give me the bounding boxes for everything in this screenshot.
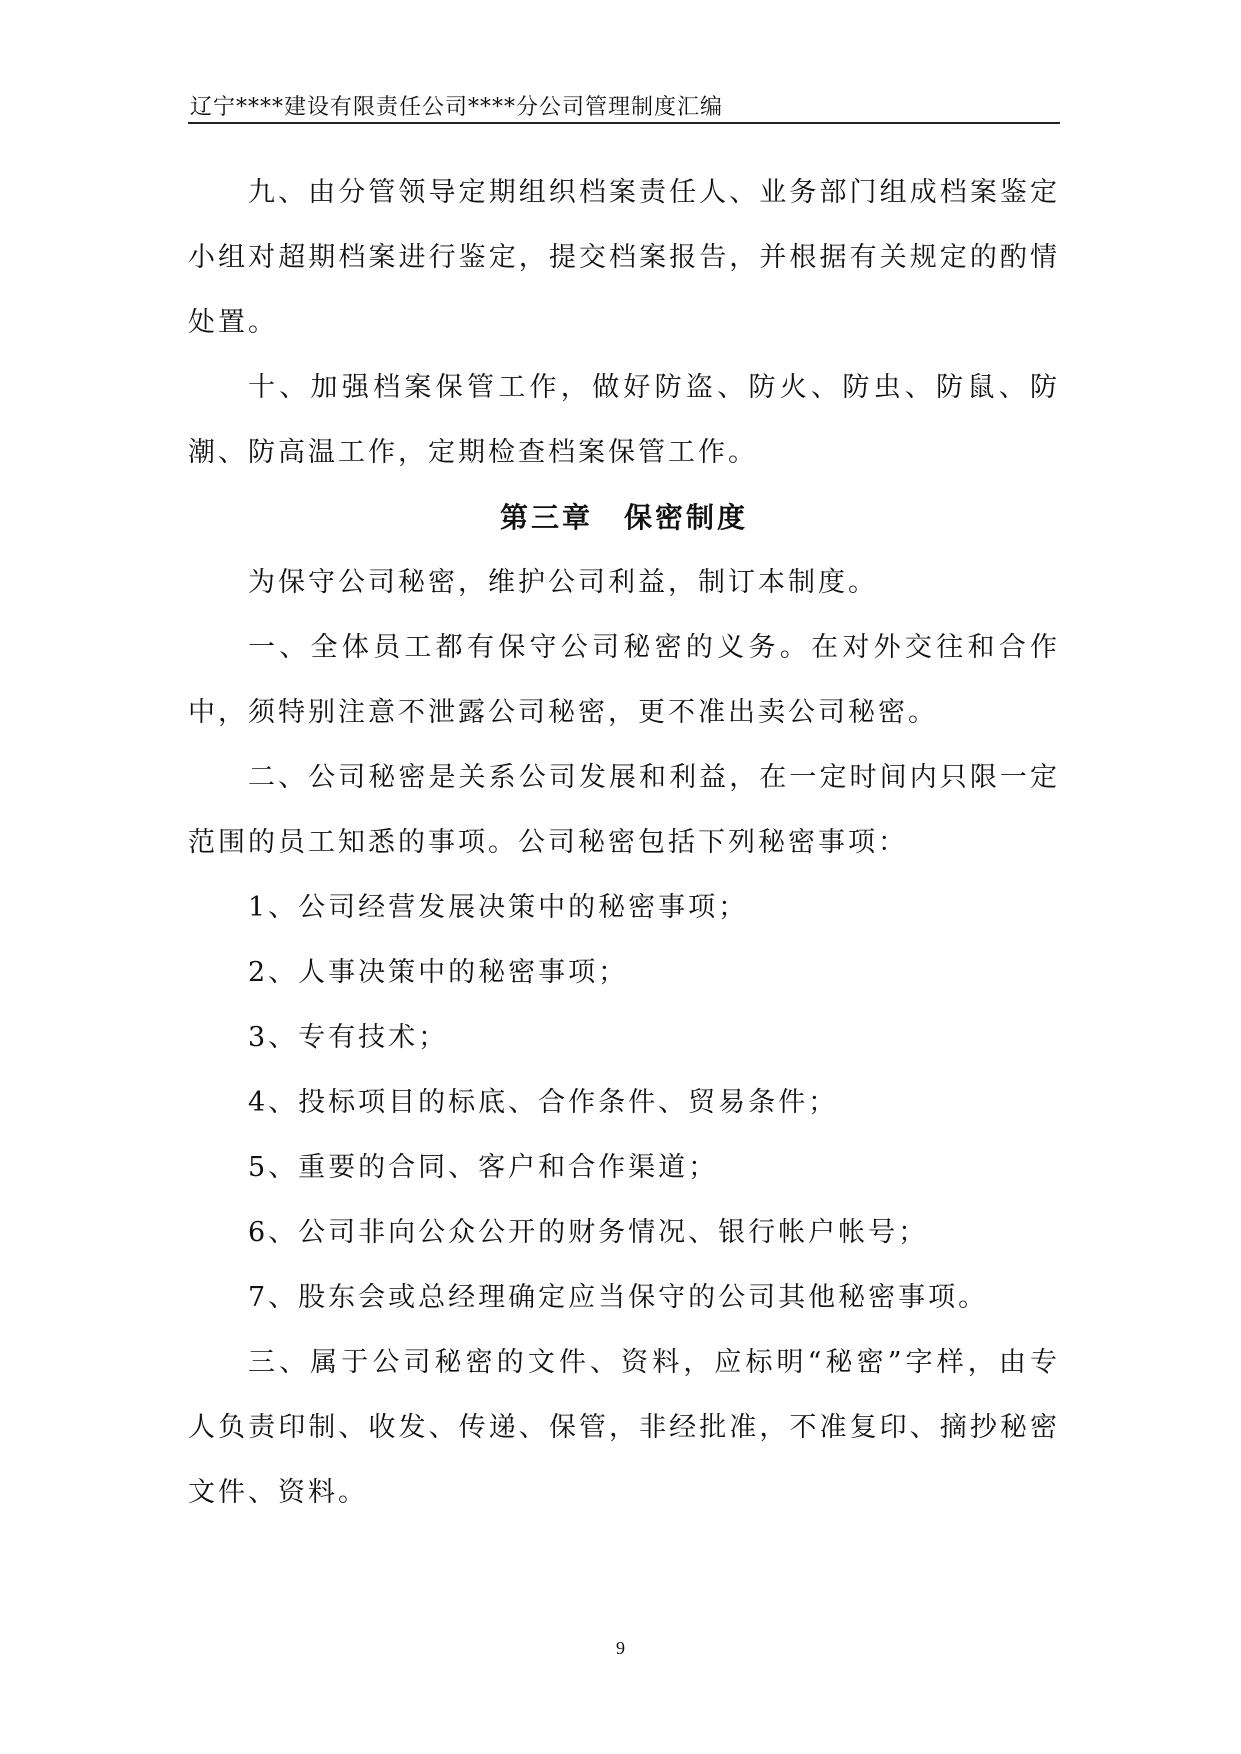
section-2: 二、公司秘密是关系公司发展和利益，在一定时间内只限一定范围的员工知悉的事项。公司秘密包括下列秘密事项： <box>188 762 1060 858</box>
list-item: 2、人事决策中的秘密事项； <box>248 957 629 988</box>
page-number: 9 <box>616 1638 625 1658</box>
paragraph-9: 九、由分管领导定期组织档案责任人、业务部门组成档案鉴定小组对超期档案进行鉴定，提交档案报告，并根据有关规定的酌情处置。 <box>188 177 1060 338</box>
list-item: 4、投标项目的标底、合作条件、贸易条件； <box>248 1087 839 1118</box>
page-header <box>188 86 1060 124</box>
document-body <box>188 160 1060 1525</box>
list-item: 6、公司非向公众公开的财务情况、银行帐户帐号； <box>248 1217 929 1248</box>
section-3: 三、属于公司秘密的文件、资料，应标明“秘密”字样，由专人负责印制、收发、传递、保管，非经批准，不准复印、摘抄秘密文件、资料。 <box>188 1347 1060 1508</box>
header-title: 辽宁****建设有限责任公司****分公司管理制度汇编 <box>190 95 724 120</box>
list-item: 5、重要的合同、客户和合作渠道； <box>248 1152 719 1183</box>
section-1: 一、全体员工都有保守公司秘密的义务。在对外交往和合作中，须特别注意不泄露公司秘密，更不准出卖公司秘密。 <box>188 632 1060 728</box>
list-item: 1、公司经营发展决策中的秘密事项； <box>248 892 749 923</box>
list-item: 3、专有技术； <box>248 1022 449 1053</box>
paragraph-10: 十、加强档案保管工作，做好防盗、防火、防虫、防鼠、防潮、防高温工作，定期检查档案保管工作。 <box>188 372 1060 468</box>
chapter-intro: 为保守公司秘密，维护公司利益，制订本制度。 <box>248 567 878 598</box>
chapter-title: 第三章 保密制度 <box>499 501 748 534</box>
list-item: 7、股东会或总经理确定应当保守的公司其他秘密事项。 <box>248 1282 989 1313</box>
